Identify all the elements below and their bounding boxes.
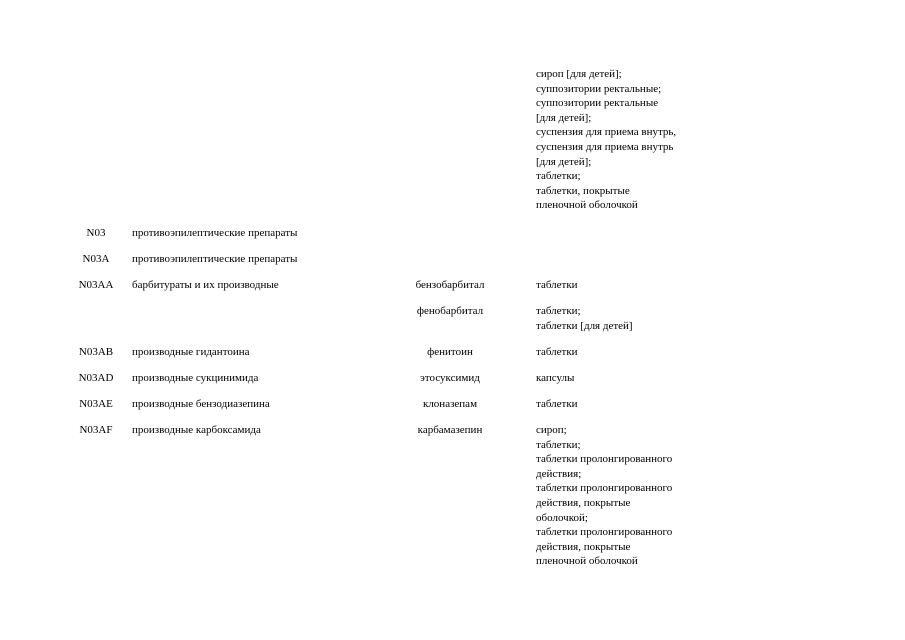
atc-code: N03AB xyxy=(78,346,114,358)
dosage-form-line: таблетки [для детей] xyxy=(536,319,633,332)
dosage-form-line: суспензия для приема внутрь xyxy=(536,140,674,153)
drug-name: клоназепам xyxy=(422,398,478,410)
dosage-forms xyxy=(536,423,736,569)
atc-group: производные бензодиазепина xyxy=(132,398,270,410)
dosage-form-line: пленочной оболочкой xyxy=(536,199,638,212)
dosage-forms xyxy=(536,345,736,360)
atc-group: барбитураты и их производные xyxy=(132,279,279,291)
dosage-forms xyxy=(536,304,736,333)
drug-name: фенитоин xyxy=(427,346,473,358)
dosage-forms xyxy=(536,371,736,386)
dosage-form-line: пленочной оболочкой xyxy=(536,555,638,568)
drug-name: бензобарбитал xyxy=(415,279,485,291)
atc-code: N03AD xyxy=(78,372,114,384)
dosage-form-line: действия; xyxy=(536,467,582,480)
atc-group: производные гидантоина xyxy=(132,346,250,358)
drug-name: фенобарбитал xyxy=(416,305,484,317)
dosage-form-line: таблетки xyxy=(536,398,578,410)
dosage-form-line: таблетки; xyxy=(536,438,581,451)
dosage-form-line: действия, покрытые xyxy=(536,540,631,553)
atc-group: противоэпилептические препараты xyxy=(132,253,298,265)
dosage-form-line: таблетки; xyxy=(536,305,581,317)
dosage-form-line: таблетки xyxy=(536,279,578,291)
dosage-form-line: суппозитории ректальные xyxy=(536,97,659,110)
dosage-form-line: сироп [для детей]; xyxy=(536,68,622,80)
dosage-form-line: таблетки; xyxy=(536,170,581,183)
dosage-form-line: суппозитории ректальные; xyxy=(536,82,662,95)
dosage-form-line: таблетки пролонгированного xyxy=(536,526,673,539)
dosage-form-line: [для детей]; xyxy=(536,111,592,124)
atc-group: производные карбоксамида xyxy=(132,424,261,436)
atc-group: производные сукцинимида xyxy=(132,372,259,384)
dosage-forms xyxy=(536,278,736,293)
drug-name: этосуксимид xyxy=(420,372,480,384)
atc-group: противоэпилептические препараты xyxy=(132,227,298,239)
dosage-form-line: оболочкой; xyxy=(536,511,588,524)
dosage-form-line: таблетки, покрытые xyxy=(536,184,630,197)
dosage-form-line: таблетки пролонгированного xyxy=(536,482,673,495)
atc-code: N03AE xyxy=(79,398,113,410)
dosage-forms xyxy=(536,397,736,412)
dosage-form-line: действия, покрытые xyxy=(536,496,631,509)
atc-code: N03AA xyxy=(78,279,114,291)
dosage-form-line: таблетки xyxy=(536,346,578,358)
dosage-form-line: сироп; xyxy=(536,424,567,436)
atc-code: N03AF xyxy=(79,424,113,436)
dosage-form-line: [для детей]; xyxy=(536,155,592,168)
dosage-form-line: суспензия для приема внутрь, xyxy=(536,126,677,139)
dosage-form-line: капсулы xyxy=(536,372,575,384)
atc-code: N03A xyxy=(82,253,110,265)
drug-name: карбамазепин xyxy=(417,424,483,436)
dosage-form-line: таблетки пролонгированного xyxy=(536,453,673,466)
continued-dosage-forms xyxy=(536,67,736,213)
atc-code: N03 xyxy=(86,227,106,239)
